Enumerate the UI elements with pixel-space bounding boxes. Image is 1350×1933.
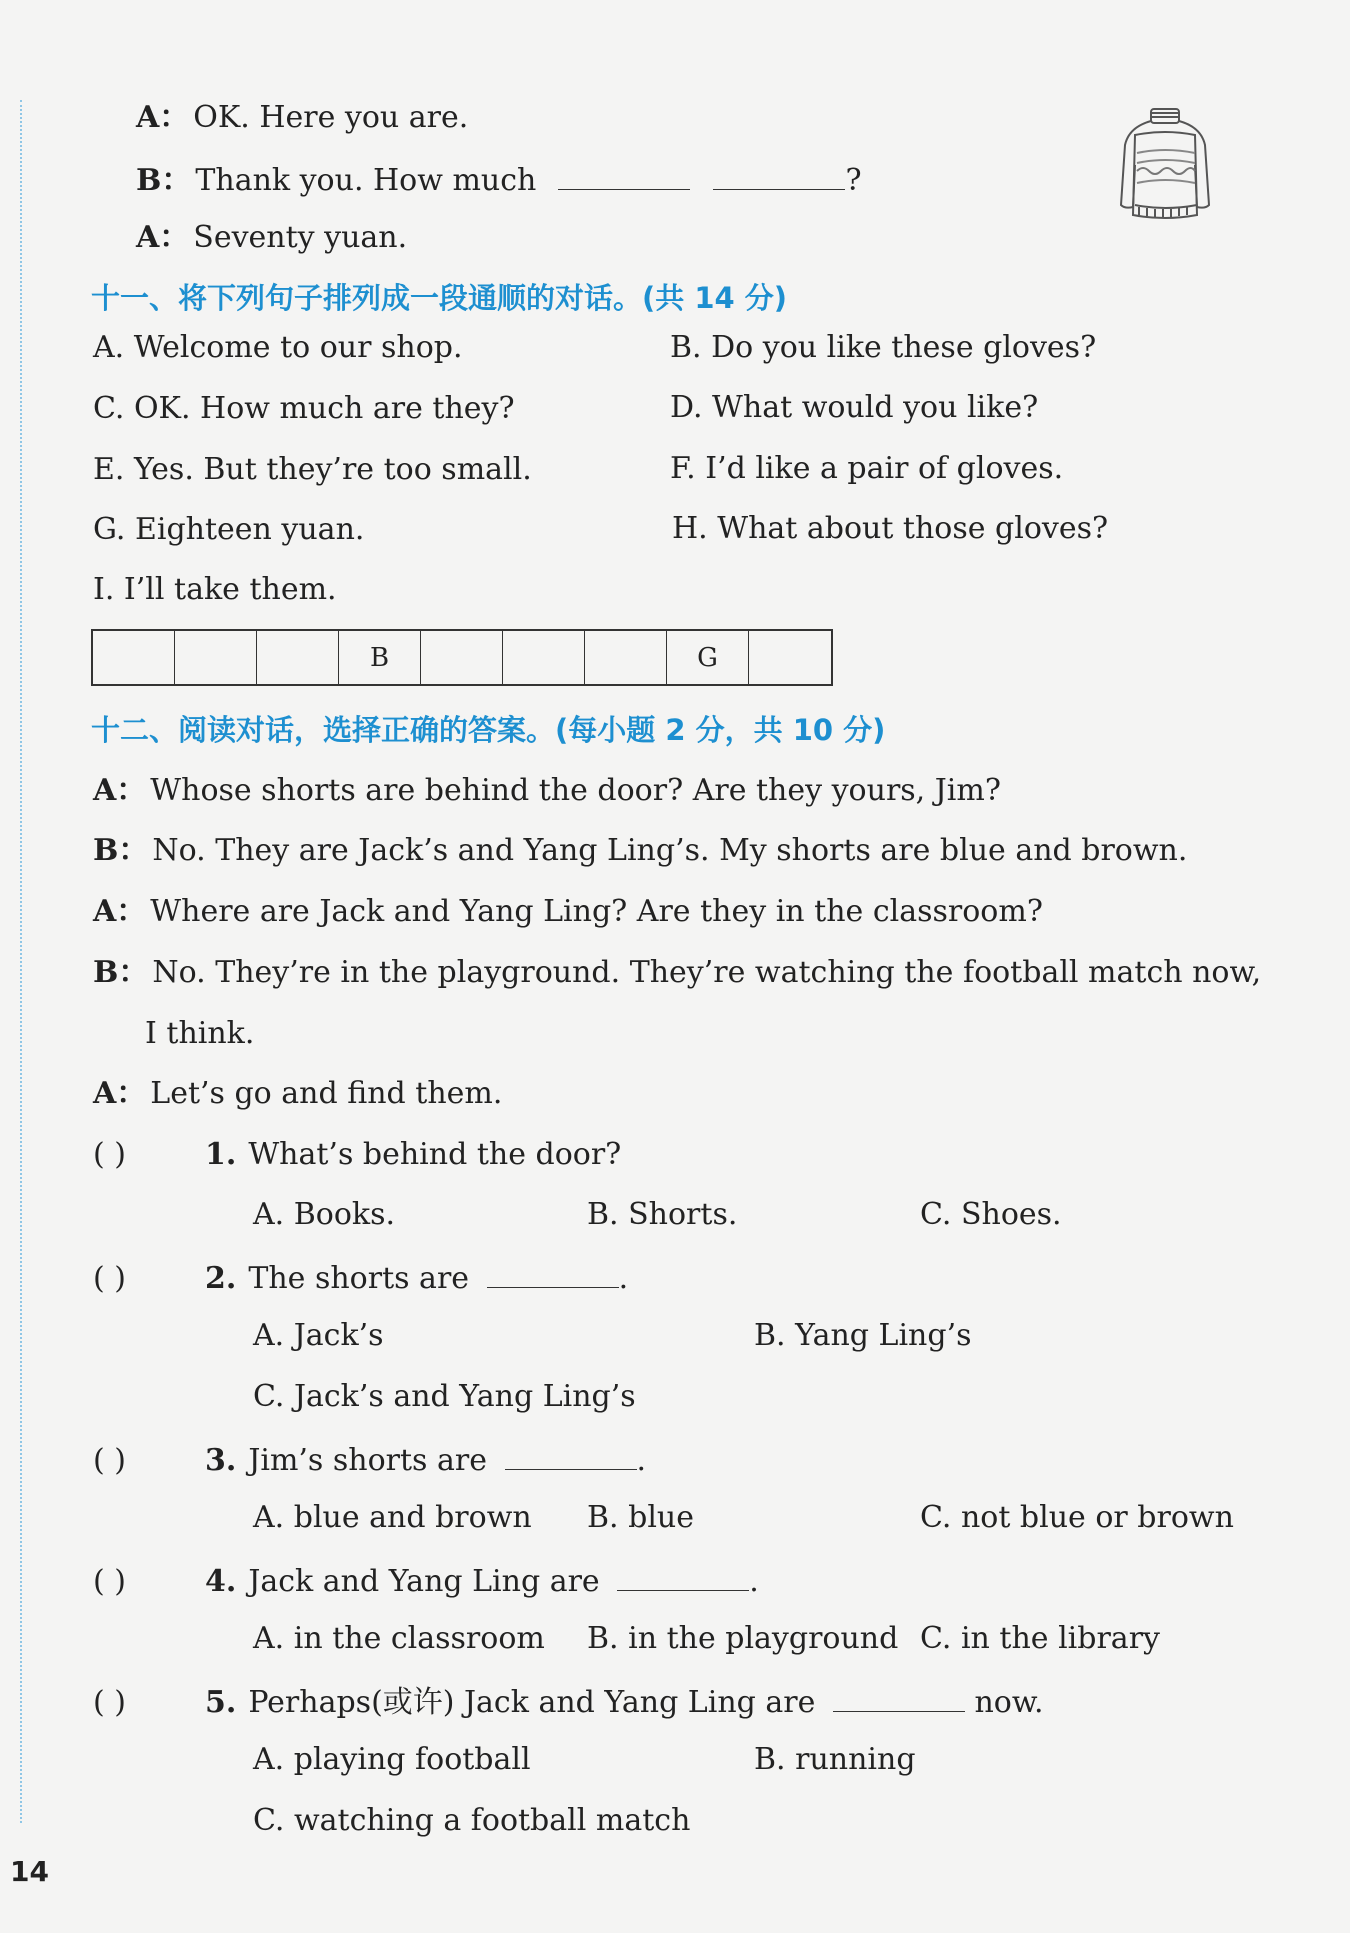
answer-cell[interactable]: [93, 631, 175, 684]
choice: A. Jack’s: [253, 1318, 384, 1353]
dialogue-text: Seventy yuan.: [193, 220, 408, 255]
speaker-label: B：: [93, 833, 149, 868]
dialogue-line: I think.: [145, 1016, 255, 1051]
choice: A. in the classroom: [253, 1621, 545, 1656]
question: [93, 1443, 646, 1476]
speaker-label: B：: [136, 163, 192, 198]
answer-blank[interactable]: [505, 1443, 637, 1470]
choice: B. Shorts.: [587, 1197, 738, 1232]
option-sentence: C. OK. How much are they?: [93, 391, 515, 426]
dialogue-text: Thank you. How much: [195, 163, 537, 198]
choice: B. Yang Ling’s: [754, 1318, 972, 1353]
dialogue-text: No. They are Jack’s and Yang Ling’s. My shorts are blue and brown.: [152, 833, 1188, 868]
option-sentence: B. Do you like these gloves?: [670, 330, 1097, 365]
question-text: Jim’s shorts are: [248, 1443, 487, 1478]
choice: C. watching a football match: [253, 1803, 691, 1838]
question-number: 3.: [205, 1443, 237, 1478]
answer-bracket[interactable]: ( ): [93, 1261, 126, 1296]
answer-blank[interactable]: [487, 1261, 619, 1288]
choice: C. Jack’s and Yang Ling’s: [253, 1379, 636, 1414]
answer-cell[interactable]: B: [339, 631, 421, 684]
answer-grid: [91, 629, 833, 686]
answer-blank[interactable]: [617, 1564, 749, 1591]
question-text-suffix: now.: [964, 1685, 1044, 1720]
option-sentence: E. Yes. But they’re too small.: [93, 452, 532, 487]
question-number: 1.: [205, 1137, 237, 1172]
answer-cell[interactable]: G: [667, 631, 749, 684]
option-sentence: H. What about those gloves?: [672, 511, 1109, 546]
option-sentence: F. I’d like a pair of gloves.: [670, 451, 1064, 486]
dialogue-text: OK. Here you are.: [193, 100, 469, 135]
dialogue-text: No. They’re in the playground. They’re watching the football match now,: [152, 955, 1262, 990]
question-text: Jack and Yang Ling are: [248, 1564, 600, 1599]
page-number: 14: [10, 1855, 49, 1888]
answer-cell[interactable]: [503, 631, 585, 684]
option-sentence: G. Eighteen yuan.: [93, 512, 365, 547]
speaker-label: B：: [93, 955, 149, 990]
dialogue-line: [136, 100, 469, 135]
choice: C. in the library: [920, 1621, 1160, 1656]
answer-bracket[interactable]: ( ): [93, 1137, 126, 1172]
answer-blank[interactable]: [713, 163, 845, 190]
margin-line: [20, 100, 22, 1823]
answer-blank[interactable]: [833, 1685, 965, 1712]
dialogue-line: [93, 773, 1001, 808]
sweater-icon: [1115, 105, 1215, 223]
punctuation: .: [749, 1564, 759, 1599]
section-heading: 十二、阅读对话，选择正确的答案。(每小题 2 分，共 10 分): [91, 713, 886, 747]
option-sentence: A. Welcome to our shop.: [93, 330, 463, 365]
option-sentence: I. I’ll take them.: [93, 572, 337, 607]
choice: B. in the playground: [587, 1621, 899, 1656]
dialogue-text: Whose shorts are behind the door? Are they yours, Jim?: [150, 773, 1001, 808]
answer-bracket[interactable]: ( ): [93, 1564, 126, 1599]
question-text: Perhaps(或许) Jack and Yang Ling are: [248, 1685, 816, 1720]
punctuation: .: [618, 1261, 629, 1296]
question-number: 4.: [205, 1564, 237, 1599]
choice: C. Shoes.: [920, 1197, 1062, 1232]
question: [93, 1685, 1044, 1718]
choice: A. Books.: [253, 1197, 396, 1232]
speaker-label: A：: [93, 894, 147, 929]
option-sentence: D. What would you like?: [670, 390, 1039, 425]
dialogue-line: [136, 220, 408, 255]
speaker-label: A：: [93, 773, 147, 808]
dialogue-line: [136, 163, 862, 196]
question-text: What’s behind the door?: [248, 1137, 622, 1172]
speaker-label: A：: [93, 1076, 147, 1111]
dialogue-text: Let’s go and find them.: [150, 1076, 503, 1111]
punctuation: ?: [845, 163, 862, 198]
dialogue-line: [93, 955, 1262, 990]
choice: C. not blue or brown: [920, 1500, 1234, 1535]
answer-bracket[interactable]: ( ): [93, 1685, 126, 1720]
speaker-label: A：: [136, 220, 190, 255]
question: [93, 1261, 628, 1294]
question-text: The shorts are: [248, 1261, 470, 1296]
dialogue-line: [93, 894, 1043, 929]
question-number: 5.: [205, 1685, 237, 1720]
speaker-label: A：: [136, 100, 190, 135]
answer-cell[interactable]: [421, 631, 503, 684]
choice: A. playing football: [253, 1742, 531, 1777]
dialogue-line: [93, 1076, 503, 1111]
answer-cell[interactable]: [585, 631, 667, 684]
answer-cell[interactable]: [257, 631, 339, 684]
section-heading: 十一、将下列句子排列成一段通顺的对话。(共 14 分): [91, 281, 788, 315]
answer-bracket[interactable]: ( ): [93, 1443, 126, 1478]
choice: B. running: [754, 1742, 916, 1777]
dialogue-line: [93, 833, 1188, 868]
answer-cell[interactable]: [175, 631, 257, 684]
answer-blank[interactable]: [558, 163, 690, 190]
question: [93, 1137, 622, 1172]
punctuation: .: [636, 1443, 647, 1478]
question-number: 2.: [205, 1261, 237, 1296]
answer-cell[interactable]: [749, 631, 831, 684]
choice: A. blue and brown: [253, 1500, 532, 1535]
question: [93, 1564, 759, 1597]
dialogue-text: Where are Jack and Yang Ling? Are they in the classroom?: [150, 894, 1043, 929]
choice: B. blue: [587, 1500, 694, 1535]
